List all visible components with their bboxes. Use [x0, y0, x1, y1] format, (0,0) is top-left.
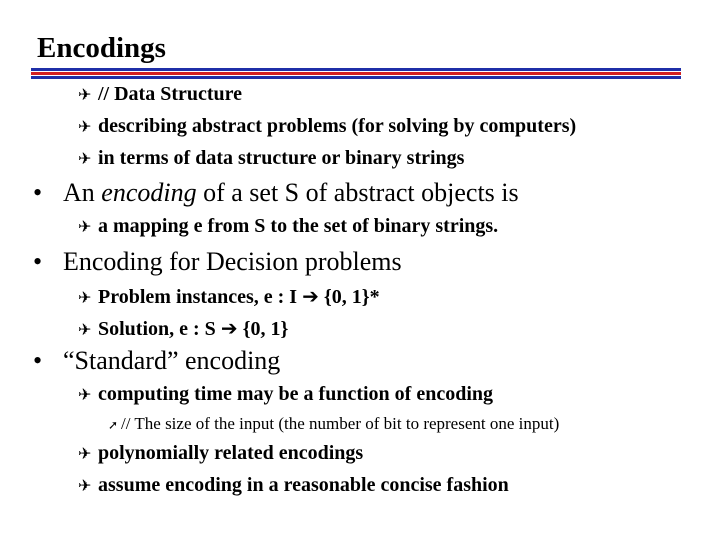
plane-bullet-icon: ✈ [78, 385, 92, 404]
plane-bullet-icon: ✈ [78, 476, 92, 495]
sub-point-text: polynomially related encodings [98, 442, 364, 464]
bullet-text: Encoding for Decision problems [63, 247, 402, 276]
right-arrow-icon: ➔ [302, 284, 319, 308]
bullet-encoding [33, 178, 519, 208]
sub-point-text: // Data Structure [98, 83, 243, 105]
bullet-text: “Standard” encoding [63, 346, 281, 375]
bullet-icon: • [33, 178, 43, 207]
bullet-icon: • [33, 346, 43, 375]
sub-point-problem-instances [78, 284, 380, 309]
sub-point-solution [78, 316, 288, 341]
plane-bullet-icon: ✈ [78, 288, 92, 307]
sub-point-text-before: Solution, e : S [98, 318, 221, 340]
right-arrow-icon: ➔ [220, 316, 238, 340]
plane-bullet-icon: ✈ [78, 320, 92, 339]
diagonal-arrow-bullet-icon: ➚ [108, 418, 119, 432]
sub-point-data-structure [78, 83, 242, 106]
sub-point-text: describing abstract problems (for solving by computers) [98, 115, 577, 137]
plane-bullet-icon: ✈ [78, 149, 92, 168]
sub-point-text: assume encoding in a reasonable concise fashion [98, 474, 509, 496]
sub-point-describing [78, 115, 576, 138]
plane-bullet-icon: ✈ [78, 85, 92, 104]
bullet-decision [33, 247, 402, 277]
plane-bullet-icon: ✈ [78, 217, 92, 236]
bullet-text-suffix: of a set S of abstract objects is [196, 178, 519, 207]
sub-point-concise [78, 474, 509, 497]
sub-point-text: in terms of data structure or binary strings [98, 147, 465, 169]
plane-bullet-icon: ✈ [78, 444, 92, 463]
sub-point-text: computing time may be a function of encoding [98, 383, 493, 405]
bullet-text-prefix: An [63, 178, 102, 207]
subsub-point-input-size [108, 414, 559, 434]
sub-point-polynomial [78, 442, 363, 465]
sub-point-text-before: Problem instances, e : I [98, 286, 303, 308]
subsub-point-text: // The size of the input (the number of bit to represent one input) [121, 414, 560, 433]
title-rule-red [31, 72, 681, 75]
sub-point-in-terms [78, 147, 464, 170]
bullet-text-emphasis: encoding [101, 178, 197, 207]
sub-point-computing-time [78, 383, 493, 406]
title-rule-blue-bottom [31, 76, 681, 79]
sub-point-text-after: {0, 1}* [318, 286, 380, 308]
title-rule-blue-top [31, 68, 681, 71]
bullet-icon: • [33, 247, 43, 276]
sub-point-mapping [78, 215, 498, 238]
slide-title: Encodings [37, 32, 166, 64]
sub-point-text-after: {0, 1} [237, 318, 289, 340]
bullet-standard [33, 346, 280, 376]
plane-bullet-icon: ✈ [78, 117, 92, 136]
sub-point-text: a mapping e from S to the set of binary strings. [98, 215, 499, 237]
